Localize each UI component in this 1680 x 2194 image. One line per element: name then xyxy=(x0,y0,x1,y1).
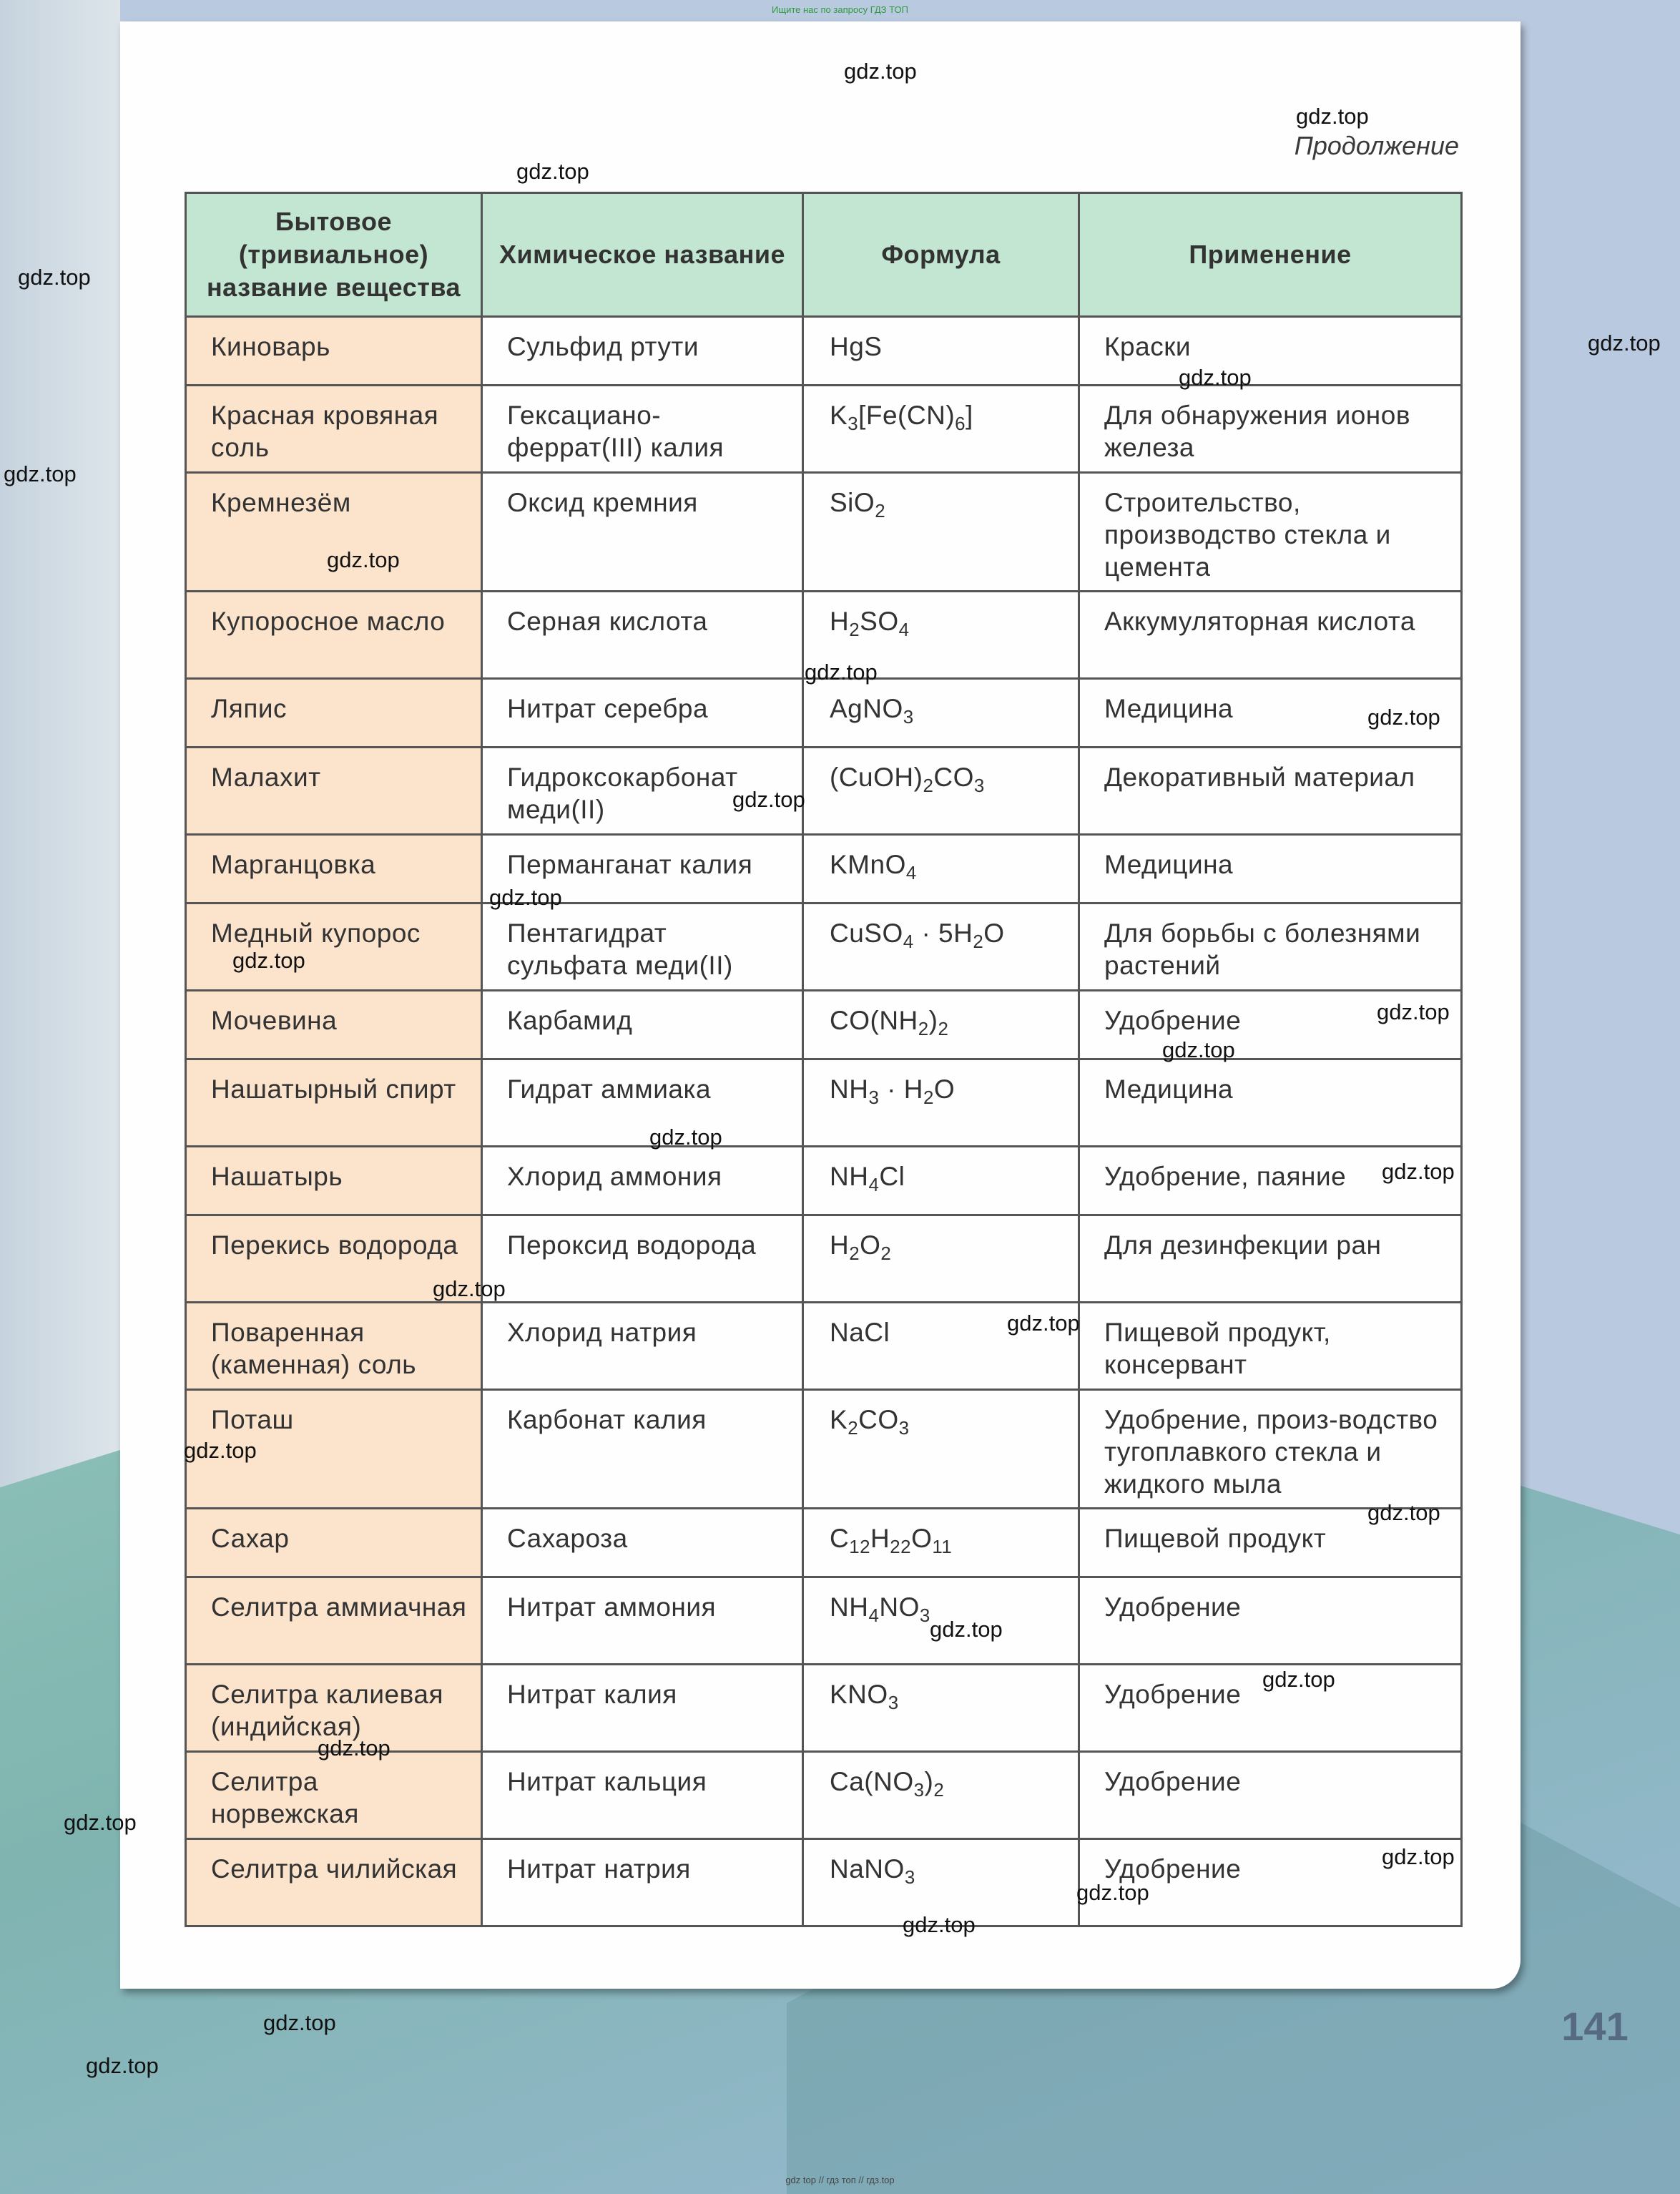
chemical-name-cell: Перманганат калия xyxy=(482,835,803,903)
common-name-cell: Киноварь xyxy=(186,317,482,386)
use-cell: Удобрение xyxy=(1079,1839,1462,1926)
watermark: gdz.top xyxy=(18,265,91,290)
page-number: 141 xyxy=(1561,2004,1629,2049)
watermark: gdz.top xyxy=(805,660,878,685)
use-cell: Декоративный материал xyxy=(1079,748,1462,835)
use-cell: Для борьбы с болезнями растений xyxy=(1079,903,1462,991)
column-header: Применение xyxy=(1079,193,1462,317)
watermark: gdz.top xyxy=(930,1617,1003,1642)
use-cell: Аккумуляторная кислота xyxy=(1079,592,1462,679)
watermark: gdz.top xyxy=(64,1810,137,1835)
use-cell: Медицина xyxy=(1079,835,1462,903)
use-cell: Удобрение xyxy=(1079,991,1462,1059)
watermark: gdz.top xyxy=(1367,1500,1440,1525)
watermark: gdz.top xyxy=(1076,1880,1149,1905)
common-name-cell: Селитра аммиачная xyxy=(186,1577,482,1665)
use-cell: Удобрение, произ-водство тугоплавкого стекла и жидкого мыла xyxy=(1079,1390,1462,1509)
chemical-name-cell: Гидрат аммиака xyxy=(482,1059,803,1147)
chemical-name-cell: Хлорид натрия xyxy=(482,1303,803,1390)
watermark: gdz.top xyxy=(1262,1667,1335,1692)
formula-cell: $NH_4NO_3$ xyxy=(803,1577,1079,1665)
formula-cell: $Ca(NO_3)_2$ xyxy=(803,1752,1079,1839)
watermark: gdz.top xyxy=(649,1125,722,1150)
common-name-cell: Селитра норвежская xyxy=(186,1752,482,1839)
table-row xyxy=(186,1577,1462,1665)
watermark: gdz.top xyxy=(1377,999,1450,1024)
watermark: gdz.top xyxy=(844,59,917,84)
chemical-name-cell: Пероксид водорода xyxy=(482,1215,803,1303)
formula-cell: NaNO$_3$ xyxy=(803,1839,1079,1926)
formula-cell: SiO$_2$ xyxy=(803,473,1079,592)
watermark: gdz.top xyxy=(1007,1311,1080,1336)
formula-cell: KMnO$_4$ xyxy=(803,835,1079,903)
use-cell: Удобрение xyxy=(1079,1665,1462,1752)
table-row xyxy=(186,991,1462,1059)
common-name-cell: Селитра чилийская xyxy=(186,1839,482,1926)
watermark: gdz.top xyxy=(263,2010,336,2035)
chemical-name-cell: Сахароза xyxy=(482,1509,803,1577)
watermark: gdz.top xyxy=(1382,1159,1455,1184)
watermark: gdz.top xyxy=(1179,365,1252,390)
use-cell: Медицина xyxy=(1079,1059,1462,1147)
formula-cell: AgNO$_3$ xyxy=(803,679,1079,748)
table-row xyxy=(186,748,1462,835)
table-row xyxy=(186,473,1462,592)
common-name-cell: Малахит xyxy=(186,748,482,835)
chemical-name-cell: Оксид кремния xyxy=(482,473,803,592)
formula-cell: NaCl xyxy=(803,1303,1079,1390)
table-row xyxy=(186,1839,1462,1926)
formula-cell: $H_2SO_4$ xyxy=(803,592,1079,679)
chemical-name-cell: Серная кислота xyxy=(482,592,803,679)
common-name-cell: Ляпис xyxy=(186,679,482,748)
common-name-cell: Сахар xyxy=(186,1509,482,1577)
common-name-cell: Нашатырный спирт xyxy=(186,1059,482,1147)
chemical-name-cell: Нитрат калия xyxy=(482,1665,803,1752)
use-cell: Пищевой продукт, консервант xyxy=(1079,1303,1462,1390)
formula-cell: $CO(NH_2)_2$ xyxy=(803,991,1079,1059)
formula-cell: $(CuOH)_2CO_3$ xyxy=(803,748,1079,835)
table-row xyxy=(186,1390,1462,1509)
formula-cell: $K_2CO_3$ xyxy=(803,1390,1079,1509)
chemical-name-cell: Нитрат натрия xyxy=(482,1839,803,1926)
table-row xyxy=(186,1215,1462,1303)
chemical-name-cell: Гидроксокарбонат меди(II) xyxy=(482,748,803,835)
table-row xyxy=(186,903,1462,991)
chemical-name-cell: Гексациано-феррат(III) калия xyxy=(482,386,803,473)
watermark: gdz.top xyxy=(184,1438,257,1463)
use-cell: Для обнаружения ионов железа xyxy=(1079,386,1462,473)
watermark: gdz.top xyxy=(433,1276,506,1301)
use-cell: Удобрение xyxy=(1079,1752,1462,1839)
table-row xyxy=(186,386,1462,473)
use-cell: Медицина xyxy=(1079,679,1462,748)
chemical-name-cell: Нитрат серебра xyxy=(482,679,803,748)
watermark: gdz.top xyxy=(489,885,562,910)
table-row xyxy=(186,1303,1462,1390)
common-name-cell: Поташ xyxy=(186,1390,482,1509)
watermark: gdz.top xyxy=(1296,104,1369,129)
common-name-cell: Нашатырь xyxy=(186,1147,482,1215)
continued-label: Продолжение xyxy=(1294,131,1459,160)
formula-cell: $C_{12}H_{22}O_{11}$ xyxy=(803,1509,1079,1577)
column-header: Формула xyxy=(803,193,1079,317)
common-name-cell: Марганцовка xyxy=(186,835,482,903)
common-name-cell: Медный купорос xyxy=(186,903,482,991)
common-name-cell: Перекись водорода xyxy=(186,1215,482,1303)
table-row xyxy=(186,1147,1462,1215)
common-name-cell: Купоросное масло xyxy=(186,592,482,679)
common-name-cell: Селитра калиевая (индийская) xyxy=(186,1665,482,1752)
common-name-cell: Мочевина xyxy=(186,991,482,1059)
watermark: gdz.top xyxy=(1588,330,1661,356)
table-row xyxy=(186,835,1462,903)
column-header: Бытовое (тривиальное) название вещества xyxy=(186,193,482,317)
common-name-cell: Красная кровяная соль xyxy=(186,386,482,473)
watermark: gdz.top xyxy=(327,547,400,572)
common-name-cell: Поваренная (каменная) соль xyxy=(186,1303,482,1390)
use-cell: Для дезинфекции ран xyxy=(1079,1215,1462,1303)
formula-cell: HgS xyxy=(803,317,1079,386)
watermark: gdz.top xyxy=(318,1735,390,1760)
chemical-name-cell: Сульфид ртути xyxy=(482,317,803,386)
watermark: gdz.top xyxy=(86,2053,159,2078)
use-cell: Удобрение xyxy=(1079,1577,1462,1665)
formula-cell: $NH_4Cl$ xyxy=(803,1147,1079,1215)
watermark: gdz.top xyxy=(1367,705,1440,730)
table-row xyxy=(186,1509,1462,1577)
footer-note: gdz top // гдз топ // гдз.top xyxy=(785,2175,895,2185)
header-note: Ищите нас по запросу ГДЗ ТОП xyxy=(772,4,908,15)
watermark: gdz.top xyxy=(1162,1037,1235,1062)
watermark: gdz.top xyxy=(516,159,589,184)
formula-cell: $H_2O_2$ xyxy=(803,1215,1079,1303)
formula-cell: $NH_3 \cdot H_2O$ xyxy=(803,1059,1079,1147)
chemical-name-cell: Пентагидрат сульфата меди(II) xyxy=(482,903,803,991)
common-name-cell: Кремнезём xyxy=(186,473,482,592)
chemical-name-cell: Нитрат аммония xyxy=(482,1577,803,1665)
table-row xyxy=(186,1752,1462,1839)
formula-cell: CuSO$_4$ · $5H_2O$ xyxy=(803,903,1079,991)
use-cell: Краски xyxy=(1079,317,1462,386)
chemical-name-cell: Нитрат кальция xyxy=(482,1752,803,1839)
use-cell: Строительство, производство стекла и цемента xyxy=(1079,473,1462,592)
watermark: gdz.top xyxy=(232,948,305,973)
watermark: gdz.top xyxy=(903,1912,976,1937)
watermark: gdz.top xyxy=(4,461,77,486)
chemical-name-cell: Карбамид xyxy=(482,991,803,1059)
use-cell: Удобрение, паяние xyxy=(1079,1147,1462,1215)
formula-cell: $KNO_3$ xyxy=(803,1665,1079,1752)
chemical-name-cell: Карбонат калия xyxy=(482,1390,803,1509)
table-header-row xyxy=(186,193,1462,317)
table-row xyxy=(186,679,1462,748)
table-row xyxy=(186,317,1462,386)
watermark: gdz.top xyxy=(732,787,805,812)
chemical-name-cell: Хлорид аммония xyxy=(482,1147,803,1215)
watermark: gdz.top xyxy=(1382,1844,1455,1869)
formula-cell: $K_3[Fe(CN)_6]$ xyxy=(803,386,1079,473)
table-row xyxy=(186,1059,1462,1147)
use-cell: Пищевой продукт xyxy=(1079,1509,1462,1577)
column-header: Химическое название xyxy=(482,193,803,317)
